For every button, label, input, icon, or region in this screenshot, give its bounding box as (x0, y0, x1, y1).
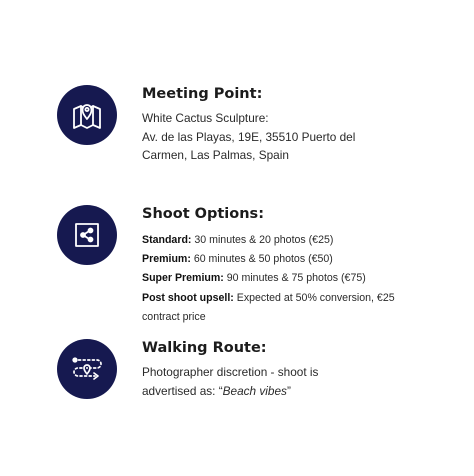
option-upsell-continued: contract price (142, 310, 206, 323)
meeting-point-content (142, 85, 442, 165)
route-prefix: advertised as: “ (142, 383, 223, 398)
option-label: Standard: (142, 234, 192, 246)
share-icon (57, 205, 117, 265)
shoot-options-heading: Shoot Options: (142, 206, 264, 222)
shoot-options-list (142, 231, 442, 327)
meeting-point-heading: Meeting Point: (142, 86, 263, 102)
walking-route-description (142, 363, 442, 400)
route-line (142, 382, 442, 401)
option-value: 30 minutes & 20 photos (€25) (191, 234, 334, 246)
address-line: Carmen, Las Palmas, Spain (142, 148, 289, 162)
option-standard (142, 231, 442, 250)
option-value: 90 minutes & 75 photos (€75) (223, 272, 366, 285)
route-icon (57, 339, 117, 399)
shoot-options-content (142, 205, 442, 327)
option-super-premium (142, 269, 442, 288)
option-label: Premium: (142, 253, 191, 266)
option-label: Post shoot upsell: (142, 291, 234, 304)
option-value: 60 minutes & 50 photos (€50) (190, 253, 333, 266)
route-suffix: ” (286, 383, 291, 398)
route-quote: Beach vibes (222, 383, 287, 398)
option-upsell (142, 289, 442, 308)
option-premium (142, 250, 442, 269)
walking-route-content (142, 339, 442, 400)
walking-route-heading: Walking Route: (142, 340, 267, 356)
option-label: Super Premium: (142, 272, 224, 285)
route-line: Photographer discretion - shoot is (142, 365, 319, 379)
meeting-point-address (142, 109, 442, 165)
address-line: Av. de las Playas, 19E, 35510 Puerto del (142, 129, 356, 144)
map-pin-icon (57, 85, 117, 145)
address-line: White Cactus Sculpture: (142, 111, 269, 125)
option-value: Expected at 50% conversion, €25 (233, 291, 395, 304)
